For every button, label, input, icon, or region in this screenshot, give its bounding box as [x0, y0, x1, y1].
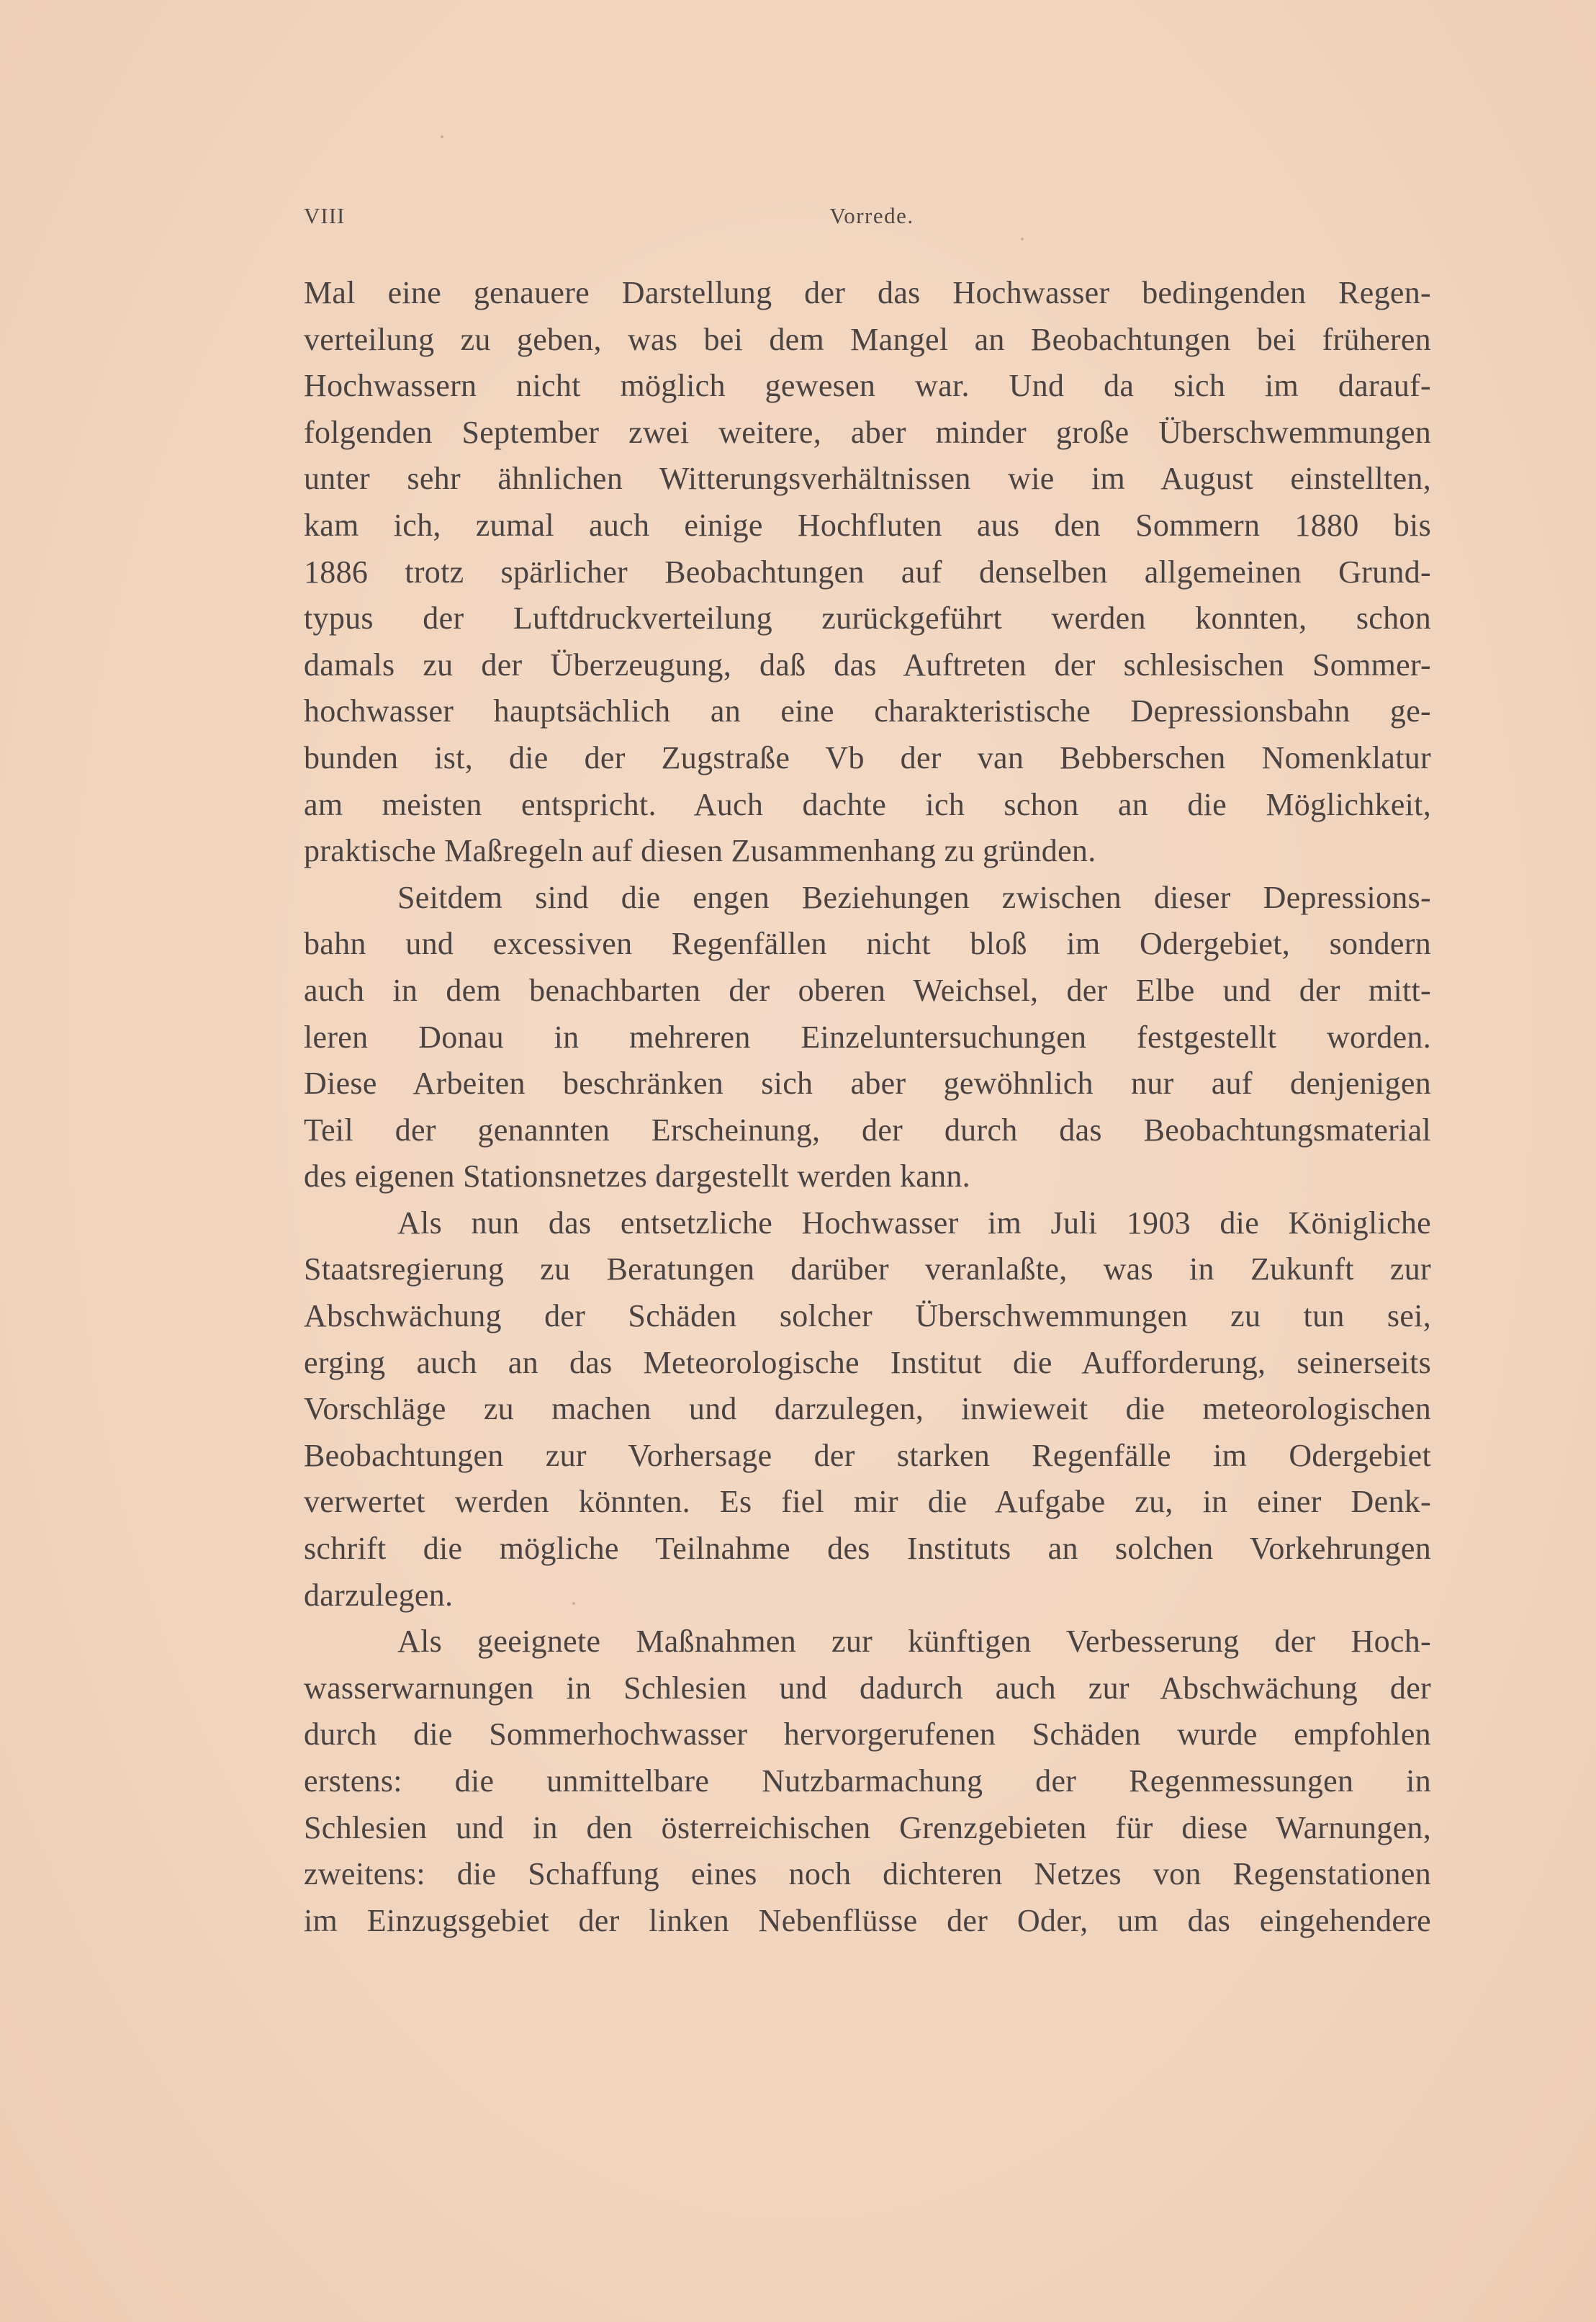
text-line: im Einzugsgebiet der linken Nebenflüsse der Oder, um das eingehendere: [304, 1902, 1431, 1938]
text-line: durch die Sommerhochwasser hervorgerufenen Schäden wurde empfohlen: [304, 1716, 1431, 1752]
paragraph: [304, 270, 1431, 875]
text-line: verwertet werden könnten. Es fiel mir die Aufgabe zu, in einer Denk-: [304, 1484, 1431, 1520]
text-line: Beobachtungen zur Vorhersage der starken Regenfälle im Odergebiet: [304, 1437, 1431, 1473]
text-line: typus der Luftdruckverteilung zurückgeführt werden konnten, schon: [304, 600, 1431, 636]
text-line: Mal eine genauere Darstellung der das Hochwasser bedingenden Regen-: [304, 275, 1431, 310]
text-line: folgenden September zwei weitere, aber minder große Überschwemmungen: [304, 414, 1431, 450]
text-line: 1886 trotz spärlicher Beobachtungen auf denselben allgemeinen Grund-: [304, 554, 1431, 590]
text-line: damals zu der Überzeugung, daß das Auftreten der schlesischen Sommer-: [304, 647, 1431, 683]
text-line: Diese Arbeiten beschränken sich aber gewöhnlich nur auf denjenigen: [304, 1066, 1431, 1102]
text-line: Abschwächung der Schäden solcher Überschwemmungen zu tun sei,: [304, 1298, 1431, 1334]
text-line: praktische Maßregeln auf diesen Zusammenhang zu gründen.: [304, 833, 1096, 869]
text-line: am meisten entspricht. Auch dachte ich schon an die Möglichkeit,: [304, 786, 1431, 822]
text-line: Seitdem sind die engen Beziehungen zwischen dieser Depressions-: [397, 879, 1431, 915]
text-line: kam ich, zumal auch einige Hochfluten aus den Sommern 1880 bis: [304, 507, 1431, 543]
text-line: des eigenen Stationsnetzes dargestellt werden kann.: [304, 1158, 970, 1194]
text-line: zweitens: die Schaffung eines noch dichteren Netzes von Regenstationen: [304, 1856, 1431, 1892]
running-head: [304, 203, 1440, 239]
text-line: wasserwarnungen in Schlesien und dadurch auch zur Abschwächung der: [304, 1670, 1431, 1706]
paper-speck: [441, 135, 443, 138]
text-line: erging auch an das Meteorologische Institut die Aufforderung, seinerseits: [304, 1344, 1431, 1380]
text-line: Als geeignete Maßnahmen zur künftigen Verbesserung der Hoch-: [397, 1624, 1431, 1660]
text-line: Staatsregierung zu Beratungen darüber veranlaßte, was in Zukunft zur: [304, 1251, 1431, 1287]
paragraph: [304, 1200, 1431, 1619]
paragraph: [304, 875, 1431, 1200]
text-line: erstens: die unmittelbare Nutzbarmachung der Regenmessungen in: [304, 1763, 1431, 1799]
text-line: unter sehr ähnlichen Witterungsverhältnissen wie im August einstellten,: [304, 461, 1431, 497]
text-line: darzulegen.: [304, 1577, 454, 1613]
text-line: leren Donau in mehreren Einzeluntersuchungen festgestellt worden.: [304, 1019, 1431, 1055]
text-line: hochwasser hauptsächlich an eine charakteristische Depressionsbahn ge-: [304, 693, 1431, 729]
text-line: Schlesien und in den österreichischen Grenzgebieten für diese Warnungen,: [304, 1809, 1431, 1845]
paragraph: [304, 1619, 1431, 1944]
body-text: [304, 270, 1431, 1944]
text-line: Als nun das entsetzliche Hochwasser im Juli 1903 die Königliche: [397, 1205, 1431, 1241]
text-line: bunden ist, die der Zugstraße Vb der van Bebberschen Nomenklatur: [304, 739, 1431, 775]
text-line: Vorschläge zu machen und darzulegen, inwieweit die meteorologischen: [304, 1391, 1431, 1427]
section-title: Vorrede.: [829, 203, 914, 228]
text-line: verteilung zu geben, was bei dem Mangel an Beobachtungen bei früheren: [304, 321, 1431, 357]
text-line: auch in dem benachbarten der oberen Weichsel, der Elbe und der mitt-: [304, 972, 1431, 1008]
text-line: Hochwassern nicht möglich gewesen war. Und da sich im darauf-: [304, 368, 1431, 404]
text-line: schrift die mögliche Teilnahme des Instituts an solchen Vorkehrungen: [304, 1531, 1431, 1567]
text-line: bahn und excessiven Regenfällen nicht bloß im Odergebiet, sondern: [304, 926, 1431, 962]
text-line: Teil der genannten Erscheinung, der durch das Beobachtungsmaterial: [304, 1112, 1431, 1148]
page-number: VIII: [304, 203, 346, 228]
